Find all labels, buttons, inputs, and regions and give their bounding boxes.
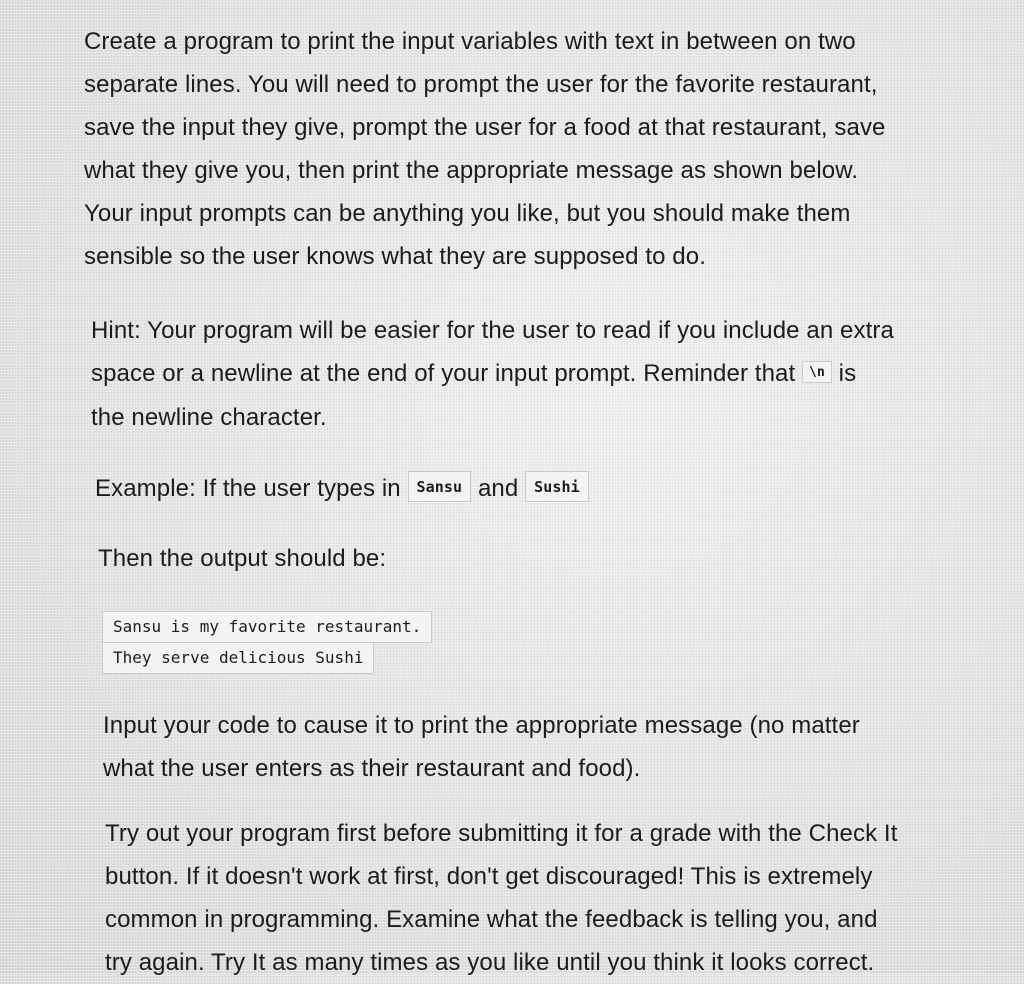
task-description-line: Your input prompts can be anything you like, but you should make them xyxy=(84,200,851,227)
expected-output-block xyxy=(102,611,432,674)
task-description-line: Create a program to print the input variables with text in between on two xyxy=(84,28,856,55)
newline-code: \n xyxy=(802,361,832,383)
example-prefix: Example: If the user types in xyxy=(95,475,401,502)
closing-line: Try out your program first before submitting it for a grade with the Check It xyxy=(105,820,898,847)
example-input-food: Sushi xyxy=(525,471,589,502)
task-description-line: what they give you, then print the appropriate message as shown below. xyxy=(84,157,859,184)
instructions-paragraph xyxy=(103,704,860,790)
task-description xyxy=(84,20,886,278)
hint-line: Hint: Your program will be easier for the user to read if you include an extra xyxy=(91,317,894,344)
example-paragraph xyxy=(95,467,589,511)
task-description-line: separate lines. You will need to prompt the user for the favorite restaurant, xyxy=(84,71,878,98)
hint-line xyxy=(91,352,894,396)
instructions-line: what the user enters as their restaurant and food). xyxy=(103,755,641,782)
task-description-line: sensible so the user knows what they are supposed to do. xyxy=(84,243,706,270)
instructions-line: Input your code to cause it to print the appropriate message (no matter xyxy=(103,712,860,739)
example-input-restaurant: Sansu xyxy=(408,471,472,502)
output-intro: Then the output should be: xyxy=(98,545,387,572)
hint-line: the newline character. xyxy=(91,404,327,432)
hint-line-text: is xyxy=(838,360,857,387)
task-description-line: save the input they give, prompt the user for a food at that restaurant, save xyxy=(84,114,886,141)
closing-line: common in programming. Examine what the feedback is telling you, and xyxy=(105,906,878,933)
hint-paragraph xyxy=(91,309,894,439)
output-line: Sansu is my favorite restaurant. xyxy=(102,611,432,643)
example-middle: and xyxy=(477,475,519,502)
closing-paragraph xyxy=(105,812,897,984)
closing-line: button. If it doesn't work at first, don't get discouraged! This is extremely xyxy=(105,863,873,890)
hint-line-text: space or a newline at the end of your input prompt. Reminder that xyxy=(91,360,796,387)
output-line: They serve delicious Sushi xyxy=(102,643,374,674)
closing-line: try again. Try It as many times as you like until you think it looks correct. xyxy=(105,949,875,976)
